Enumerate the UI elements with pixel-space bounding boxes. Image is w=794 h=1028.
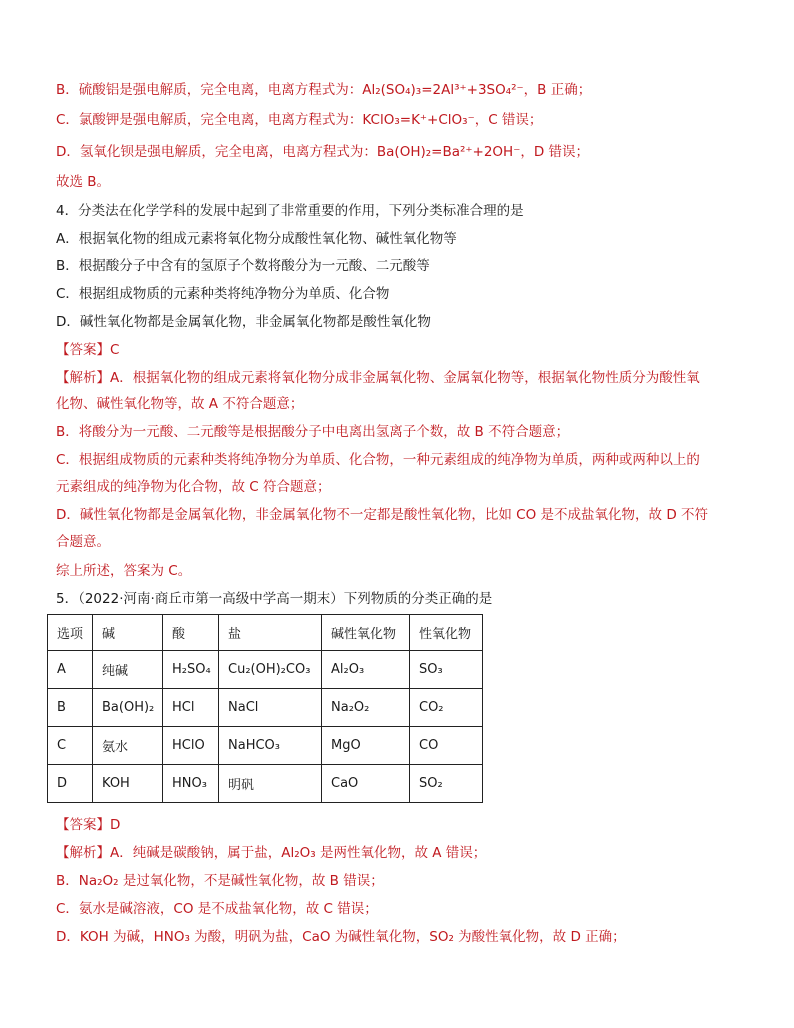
table-cell: HNO₃ [163,765,219,803]
prev-analysis-b: B．硫酸铝是强电解质，完全电离，电离方程式为：Al₂(SO₄)₃=2Al³⁺+3SO₄²⁻，B 正确； [56,82,592,98]
q4-conclusion: 综上所述，答案为 C。 [56,563,192,579]
table-cell: NaCl [219,689,322,727]
table-cell: SO₃ [410,651,483,689]
table-cell: H₂SO₄ [163,651,219,689]
analysis-text: A．纯碱是碳酸钠，属于盐，Al₂O₃ 是两性氧化物，故 A 错误； [110,845,487,861]
table-cell: SO₂ [410,765,483,803]
q5-analysis-a [56,843,486,863]
analysis-text: A．根据氧化物的组成元素将氧化物分成非金属氧化物、金属氧化物等，根据氧化物性质分为酸性氧 [110,370,700,386]
table-header-cell: 碱性氧化物 [322,615,410,651]
table-cell: CaO [322,765,410,803]
q4-option-d: D．碱性氧化物都是金属氧化物，非金属氧化物都是酸性氧化物 [56,314,431,330]
q5-analysis-c: C．氨水是碱溶液，CO 是不成盐氧化物，故 C 错误； [56,901,378,917]
q4-option-c: C．根据组成物质的元素种类将纯净物分为单质、化合物 [56,286,390,302]
q4-analysis-d-2: 合题意。 [56,534,110,550]
q4-analysis-d-1: D．碱性氧化物都是金属氧化物，非金属氧化物不一定都是酸性氧化物，比如 CO 是不成盐氧化物，故 D 不符 [56,507,709,523]
table-header-cell: 性氧化物 [410,615,483,651]
table-row [48,727,483,765]
q5-stem: 5．（2022·河南·商丘市第一高级中学高一期末）下列物质的分类正确的是 [56,591,493,607]
prev-analysis-d: D．氢氧化钡是强电解质，完全电离，电离方程式为：Ba(OH)₂=Ba²⁺+2OH⁻，D 错误； [56,144,590,160]
table-cell: Ba(OH)₂ [93,689,163,727]
answer-tag: 【答案】 [56,342,110,358]
table-cell: A [48,651,93,689]
table-row [48,651,483,689]
q4-option-a: A．根据氧化物的组成元素将氧化物分成酸性氧化物、碱性氧化物等 [56,231,457,247]
table-cell: KOH [93,765,163,803]
analysis-tag: 【解析】 [56,845,110,861]
q4-option-b: B．根据酸分子中含有的氢原子个数将酸分为一元酸、二元酸等 [56,258,430,274]
q4-stem: 4．分类法在化学学科的发展中起到了非常重要的作用，下列分类标准合理的是 [56,203,524,219]
table-header-cell: 选项 [48,615,93,651]
q4-analysis-c-1: C．根据组成物质的元素种类将纯净物分为单质、化合物，一种元素组成的纯净物为单质，两种或两种以上的 [56,452,700,468]
analysis-tag: 【解析】 [56,370,110,386]
answer-tag: 【答案】 [56,817,110,833]
table-row [48,689,483,727]
table-cell: 纯碱 [93,651,163,689]
q4-analysis-c-2: 元素组成的纯净物为化合物，故 C 符合题意； [56,479,331,495]
q4-answer [56,340,119,360]
table-cell: 氨水 [93,727,163,765]
table-cell: C [48,727,93,765]
q4-analysis-a-1 [56,368,700,388]
table-header-cell: 盐 [219,615,322,651]
q5-analysis-d: D．KOH 为碱，HNO₃ 为酸，明矾为盐，CaO 为碱性氧化物，SO₂ 为酸性氧化物，故 D 正确； [56,929,626,945]
table-cell: CO₂ [410,689,483,727]
table-header-cell: 碱 [93,615,163,651]
prev-analysis-c: C．氯酸钾是强电解质，完全电离，电离方程式为：KClO₃=K⁺+ClO₃⁻，C 错误； [56,112,543,128]
q4-analysis-b: B．将酸分为一元酸、二元酸等是根据酸分子中电离出氢离子个数，故 B 不符合题意； [56,424,570,440]
classification-table [47,614,483,803]
q5-analysis-b: B．Na₂O₂ 是过氧化物，不是碱性氧化物，故 B 错误； [56,873,384,889]
q4-analysis-a-2: 化物、碱性氧化物等，故 A 不符合题意； [56,396,304,412]
table-cell: CO [410,727,483,765]
table-row [48,765,483,803]
table-cell: MgO [322,727,410,765]
table-cell: D [48,765,93,803]
table-cell: HCl [163,689,219,727]
table-cell: Cu₂(OH)₂CO₃ [219,651,322,689]
table-header-cell: 酸 [163,615,219,651]
table-header-row [48,615,483,651]
q5-answer [56,815,120,835]
table-cell: B [48,689,93,727]
table-cell: NaHCO₃ [219,727,322,765]
table-cell: Na₂O₂ [322,689,410,727]
answer-value: D [110,817,121,833]
answer-value: C [110,342,120,358]
table-cell: Al₂O₃ [322,651,410,689]
prev-conclusion: 故选 B。 [56,174,111,190]
table-cell: 明矾 [219,765,322,803]
table-cell: HClO [163,727,219,765]
